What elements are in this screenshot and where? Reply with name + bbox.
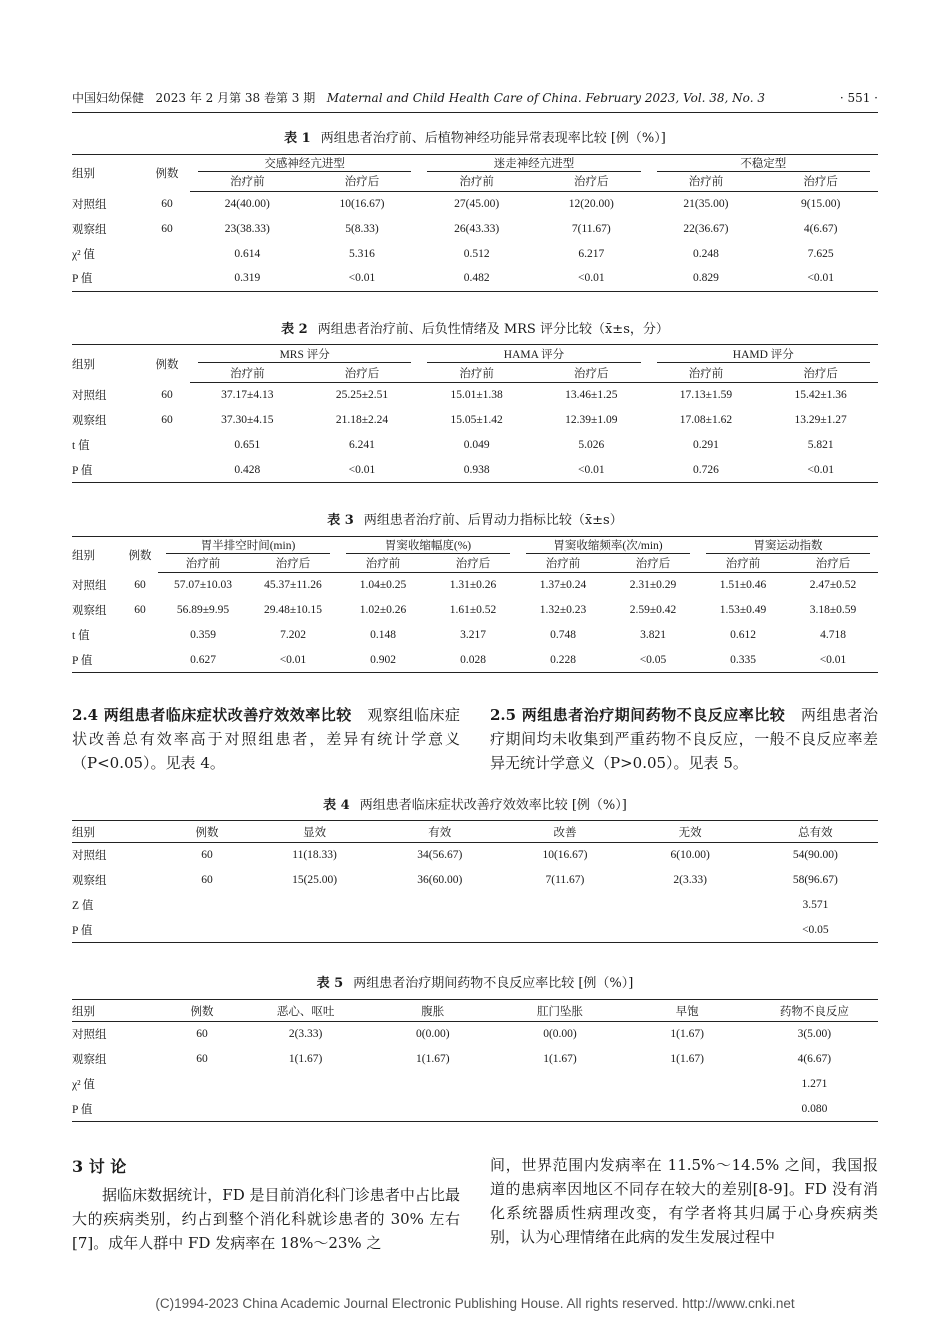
table4-title: 两组患者临床症状改善疗效效率比较 [例（%）] [359,798,627,813]
table-cell: 0.028 [428,648,518,673]
table2-label: 表 2 [281,322,308,337]
table3-sub-header: 治疗后 [248,555,338,573]
table1-sub-header: 治疗前 [419,172,534,191]
table-cell: 4.718 [820,629,846,641]
table-cell: 1.37±0.24 [539,579,587,592]
table1-sub-header: 治疗后 [534,172,649,191]
table1 [72,154,878,292]
table2-sub-header: 治疗后 [534,364,649,383]
table-cell [144,433,190,458]
table3-group-header: 组别 [72,537,122,573]
table2-group-header: 组别 [72,345,144,383]
paragraph-2-5 [490,703,878,775]
table-cell: 15(25.00) [292,874,338,886]
paragraph-2-4-text: 观察组临床症状改善总有效率高于对照组患者，差异有统计学意义（P<0.05）。见表 4。 [72,706,460,772]
table-cell: 25.25±2.51 [335,389,389,402]
table-cell: 3(5.00) [797,1028,832,1041]
table-cell: <0.01 [534,266,649,291]
table-cell: 60 [161,389,173,401]
table-cell: 3.217 [460,629,486,641]
table-cell: 0.148 [370,629,396,641]
table-cell: P 值 [72,458,144,483]
table-cell [122,623,158,648]
table-row [72,648,878,673]
table-cell: 1.61±0.52 [449,604,497,616]
issue-info-cn: 2023 年 2 月第 38 卷第 3 期 [155,91,316,105]
table-row [72,433,878,458]
journal-name-cn: 中国妇幼保健 [72,91,145,105]
table-cell: 1.04±0.25 [359,579,407,592]
table-cell: 1(1.67) [416,1053,450,1065]
table-cell: 7(11.67) [571,222,611,235]
table-row [72,241,878,266]
table-row [72,868,878,893]
table-cell: 对照组 [72,850,107,863]
table-cell: 1.31±0.26 [449,579,497,592]
table-cell [496,1072,623,1097]
table-cell: 60 [201,849,213,862]
table-cell: 3.821 [640,629,666,641]
table-cell [502,893,627,918]
table-cell: 1.51±0.46 [719,579,767,592]
table3-group-header-3: 胃窦收缩频率(次/min) [518,537,698,555]
table3-sub-header: 治疗前 [518,555,608,573]
journal-name-en: Maternal and Child Health Care of China. February 2023, Vol. 38, No. 3 [326,91,765,105]
table-cell: 0.335 [698,648,788,673]
table-cell: 0(0.00) [416,1028,450,1041]
table-cell: 4(6.67) [803,222,838,235]
table-cell: <0.01 [788,648,878,673]
table-cell: 22(36.67) [683,222,729,235]
table1-title: 两组患者治疗前、后植物神经功能异常表现率比较 [例（%）] [320,131,666,146]
table-cell: P 值 [72,1097,162,1122]
table-cell: 45.37±11.26 [264,579,322,592]
table-cell: 对照组 [72,580,107,592]
table-cell: 6(10.00) [670,849,710,862]
table1-group-header-3: 不稳定型 [649,155,878,173]
table-cell: 5.316 [349,247,375,260]
table4 [72,820,878,943]
table1-sub-header: 治疗后 [305,172,420,191]
table-cell: 29.48±10.15 [263,604,323,616]
paragraph-2-5-text: 两组患者治疗期间均未收集到严重药物不良反应，一般不良反应率差异无统计学意义（P>0.05）。见表 5。 [490,706,878,772]
table-cell: 60 [196,1053,208,1065]
table5-header-anal: 肛门坠胀 [496,1000,623,1022]
table-cell: 10(16.67) [339,197,385,210]
table-cell: 10(16.67) [542,849,588,862]
table-cell [628,918,753,943]
table-cell [624,1072,751,1097]
table2-sub-header: 治疗前 [419,364,534,383]
table-cell: 23(38.33) [224,222,270,235]
table2-sub-header: 治疗前 [649,364,764,383]
table-cell: 0.228 [518,648,608,673]
table-cell: 60 [161,414,173,426]
table-cell [144,266,190,291]
table5-header-group: 组别 [72,1000,162,1022]
table-cell: 0.938 [419,458,534,483]
table-cell: 3.18±0.59 [809,604,857,616]
table3-sub-header: 治疗后 [428,555,518,573]
table-cell [144,458,190,483]
table2-title: 两组患者治疗前、后负性情绪及 MRS 评分比较（x̄±s，分） [317,322,669,337]
table5-header-satiety: 早饱 [624,1000,751,1022]
table-cell [242,1097,369,1122]
table2-sub-header: 治疗后 [305,364,420,383]
table-cell: 1.271 [801,1078,828,1090]
table-cell [162,1097,242,1122]
table3-sub-header: 治疗后 [608,555,698,573]
table-cell: 57.07±10.03 [173,579,233,592]
table-cell: 观察组 [72,415,107,427]
table-row [72,408,878,433]
table5 [72,999,878,1122]
table2-count-header: 例数 [144,345,190,383]
table5-title: 两组患者治疗期间药物不良反应率比较 [例（%）] [353,976,634,991]
table-row [72,1022,878,1047]
table-cell: 21(35.00) [683,197,729,210]
table-cell: 0.902 [338,648,428,673]
table2-group-header-2: HAMA 评分 [419,345,648,364]
table-cell: P 值 [72,266,144,291]
table-row [72,843,878,868]
table-row [72,598,878,623]
table3-sub-header: 治疗前 [158,555,248,573]
table-cell: 15.42±1.36 [794,389,847,402]
table-cell: 对照组 [72,390,107,402]
table-cell [252,918,377,943]
table-cell: 0.651 [234,439,261,451]
table-cell: <0.05 [753,918,878,943]
table2-group-header-1: MRS 评分 [190,345,419,364]
copyright-footer: (C)1994-2023 China Academic Journal Electronic Publishing House. All rights reserved. http://www.cnki.net [155,1296,795,1311]
table4-header-ineffective: 无效 [628,821,753,843]
table4-header-effective: 有效 [377,821,502,843]
table-cell [502,918,627,943]
table-row [72,623,878,648]
table-cell: 1.32±0.23 [539,604,587,616]
table-cell: 0.726 [649,458,764,483]
table3-sub-header: 治疗前 [338,555,428,573]
table-cell [624,1097,751,1122]
table-cell: 0.612 [730,629,756,641]
table-cell: 2.31±0.29 [629,579,677,592]
table1-sub-header: 治疗前 [190,172,305,191]
section-3-right-column: 间，世界范围内发病率在 11.5%～14.5% 之间，我国报道的患病率因地区不同存在较大的差别[8-9]。FD 没有消化系统器质性病理改变，有学者将其归属于心身疾病类别，认为心理情绪在此病的发生发展过程中 [490,1156,878,1246]
paragraph-2-4-heading: 2.4 两组患者临床症状改善疗效效率比较 [72,706,352,724]
table-cell: <0.01 [534,458,649,483]
table-cell: 0.614 [234,247,261,260]
table-cell: 0.512 [463,247,490,260]
table-cell: 2(3.33) [288,1028,323,1041]
table-row [72,573,878,598]
table-row [72,383,878,408]
table3-label: 表 3 [327,513,354,528]
table-cell: 0.428 [190,458,305,483]
table-cell: <0.05 [608,648,698,673]
table-row [72,266,878,291]
table-cell: 37.30±4.15 [221,414,274,426]
table-cell: 6.217 [578,247,605,260]
table-cell: 4(6.67) [797,1053,832,1065]
running-header [72,88,878,113]
table-cell [144,241,190,266]
table-cell: 观察组 [72,605,107,617]
table-cell: 2.59±0.42 [629,604,677,616]
table-cell: 0.627 [158,648,248,673]
table-cell: 7.202 [280,629,306,641]
table1-group-header-1: 交感神经亢进型 [190,155,419,173]
table-cell: 1(1.67) [670,1028,704,1041]
table-cell: 7(11.67) [545,874,585,886]
paragraph-2-4 [72,703,460,775]
table-cell: P 值 [72,648,122,673]
table-cell: <0.01 [248,648,338,673]
table4-header-total: 总有效 [753,821,878,843]
table3-title: 两组患者治疗前、后胃动力指标比较（x̄±s） [363,513,623,528]
table-cell: 5(8.33) [345,222,379,235]
table-cell: 观察组 [72,1054,107,1066]
table-cell [122,648,158,673]
table4-header-marked: 显效 [252,821,377,843]
table-cell: 17.08±1.62 [679,414,733,426]
table3-group-header-1: 胃半排空时间(min) [158,537,338,555]
table-cell: 13.29±1.27 [794,414,847,426]
table-cell: 2(3.33) [673,874,707,886]
table5-header-count: 例数 [162,1000,242,1022]
table3 [72,536,878,673]
table-cell: 0.482 [419,266,534,291]
table-cell: 27(45.00) [454,197,500,210]
table-cell: 0.080 [751,1097,878,1122]
table4-label: 表 4 [323,798,350,813]
table-cell [377,893,502,918]
table3-count-header: 例数 [122,537,158,573]
table-row [72,191,878,216]
table2 [72,344,878,483]
table3-group-header-2: 胃窦收缩幅度(%) [338,537,518,555]
table-cell: 1.02±0.26 [359,604,407,616]
table2-sub-header: 治疗后 [763,364,878,383]
table1-sub-header: 治疗后 [763,172,878,191]
table-cell: χ² 值 [72,248,95,261]
header-left [72,88,765,108]
paragraph-2-5-heading: 2.5 两组患者治疗期间药物不良反应率比较 [490,706,786,724]
table-cell: 对照组 [72,198,107,211]
table-cell: 60 [161,197,173,210]
table-cell: 观察组 [72,223,107,236]
table-cell: 15.01±1.38 [450,389,503,402]
table-cell [369,1097,496,1122]
table-cell: 1(1.67) [670,1053,704,1065]
table3-caption [72,512,878,530]
table-cell [162,893,252,918]
table-cell: 24(40.00) [224,197,270,210]
table-cell: <0.01 [763,266,878,291]
table-cell: 5.026 [578,439,605,451]
table-row [72,1097,878,1122]
table-cell: 17.13±1.59 [679,389,733,402]
table-cell: 0.748 [550,629,576,641]
table-cell: 58(96.67) [792,874,838,886]
section-3-title: 3 讨 论 [72,1157,127,1176]
table-cell: 36(60.00) [417,874,463,886]
table1-group-header: 组别 [72,155,144,192]
table-cell: 60 [134,579,146,591]
table-cell: 60 [196,1028,208,1041]
table-cell: 26(43.33) [454,222,500,235]
table-cell: 13.46±1.25 [565,389,618,402]
table4-header-count: 例数 [162,821,252,843]
table-cell [242,1072,369,1097]
section-3-left-column: 据临床数据统计，FD 是目前消化科门诊患者中占比最大的疾病类别，约占到整个消化科就诊患者的 30% 左右[7]。成年人群中 FD 发病率在 18%～23% 之 [72,1186,460,1252]
table1-sub-header: 治疗前 [649,172,764,191]
table-cell: 对照组 [72,1029,107,1042]
table-cell: 56.89±9.95 [176,604,230,616]
table-cell: <0.01 [763,458,878,483]
table-cell: 0.291 [693,439,719,451]
table-cell [369,1072,496,1097]
table5-header-bloating: 腹胀 [369,1000,496,1022]
table-cell: <0.01 [305,458,420,483]
table-cell: 0.248 [693,247,719,260]
table-cell: 0.359 [190,629,216,641]
table5-label: 表 5 [316,976,344,991]
table-cell: 0(0.00) [543,1028,577,1041]
table-cell [162,918,252,943]
table-cell: 12(20.00) [568,197,614,210]
table1-caption [72,130,878,148]
table-cell: P 值 [72,918,162,943]
table3-sub-header: 治疗前 [698,555,788,573]
table5-header-adverse: 药物不良反应 [751,1000,878,1022]
table-cell: 34(56.67) [417,849,463,862]
table4-header-improved: 改善 [502,821,627,843]
table-cell: 0.829 [649,266,764,291]
table-row [72,1047,878,1072]
table-row [72,893,878,918]
table-cell: χ² 值 [72,1079,95,1091]
table-row [72,918,878,943]
table-cell: t 值 [72,440,90,452]
table-cell: 15.05±1.42 [450,414,503,426]
table-cell: 6.241 [349,439,375,451]
table-cell: 37.17±4.13 [221,389,274,402]
table-cell: 0.049 [463,439,490,451]
table-cell: 7.625 [807,247,834,260]
table-cell [377,918,502,943]
table-cell: <0.01 [305,266,420,291]
table-cell: t 值 [72,630,90,642]
table-cell: 21.18±2.24 [335,414,389,426]
table-cell [496,1097,623,1122]
table1-group-header-2: 迷走神经亢进型 [419,155,648,173]
table-cell: 1(1.67) [288,1053,323,1065]
table-cell: 1.53±0.49 [719,604,767,616]
table-cell: 11(18.33) [292,849,337,862]
table2-group-header-3: HAMD 评分 [649,345,878,364]
table-cell: 12.39±1.09 [565,414,618,426]
table2-sub-header: 治疗前 [190,364,305,383]
table-row [72,458,878,483]
table-cell: 0.319 [190,266,305,291]
table-cell [162,1072,242,1097]
table-cell: 5.821 [807,439,834,451]
table1-label: 表 1 [284,131,311,146]
table4-caption [72,797,878,815]
table-cell: 1(1.67) [543,1053,577,1065]
table-cell: 9(15.00) [800,197,841,210]
page-number: · 551 · [839,91,878,105]
table-cell: 60 [134,604,146,616]
table-cell: 54(90.00) [792,849,838,862]
table4-header-group: 组别 [72,821,162,843]
table-cell: 60 [161,222,173,235]
table5-header-nausea: 恶心、呕吐 [242,1000,369,1022]
table1-count-header: 例数 [144,155,190,192]
table-cell: 观察组 [72,875,107,887]
table5-caption [72,975,878,993]
table3-group-header-4: 胃窦运动指数 [698,537,878,555]
table-cell: 3.571 [802,899,829,911]
table-cell [252,893,377,918]
table-row [72,216,878,241]
table3-sub-header: 治疗后 [788,555,878,573]
table-row [72,1072,878,1097]
table2-caption [72,321,878,339]
table-cell [628,893,753,918]
table-cell: 60 [201,874,213,886]
table-cell: Z 值 [72,900,94,912]
table-cell: 2.47±0.52 [809,579,857,592]
